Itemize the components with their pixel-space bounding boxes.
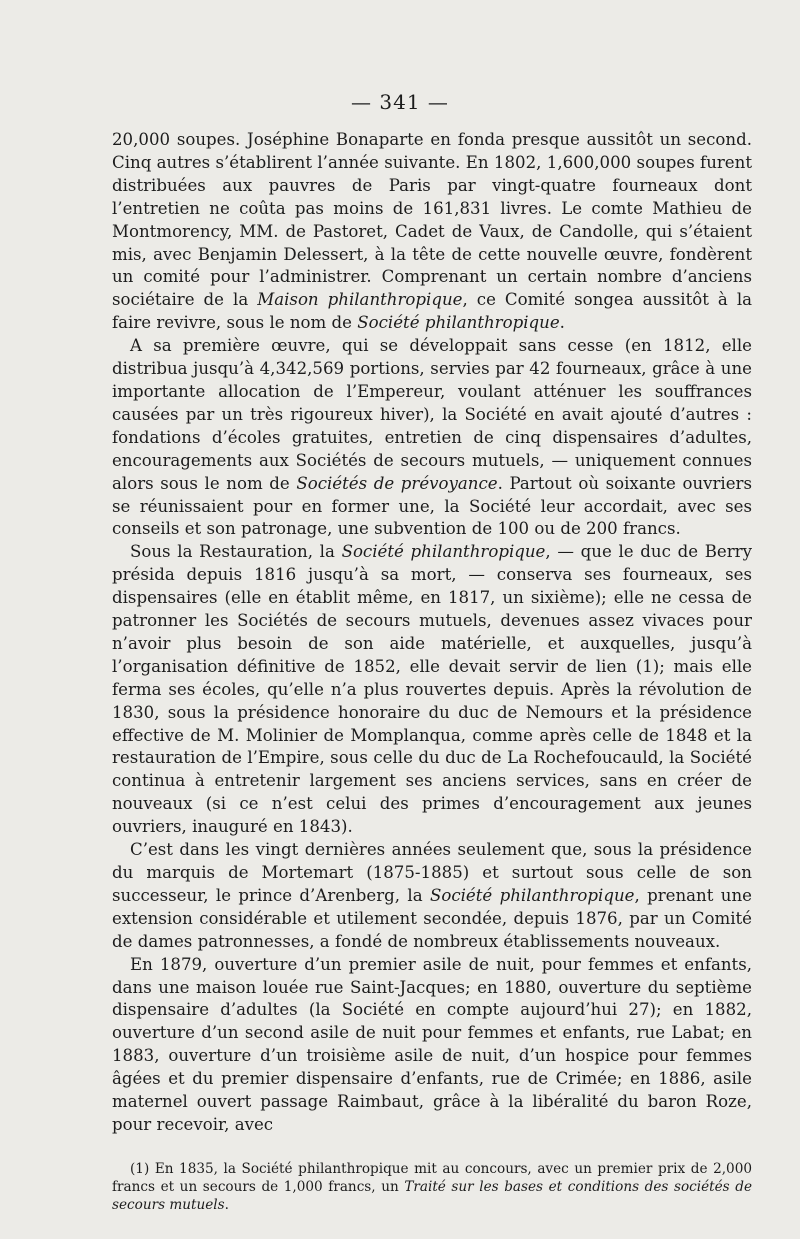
- text-run: .: [224, 1197, 229, 1213]
- text-run: 20,000 soupes. Joséphine Bonaparte en fonda presque aussitôt un second. Cinq autres s’établirent l’année suivante. En 1802, 1,600,000 soupes furent distribuées aux pauvres de Paris par vingt-quatre fourneaux dont l’entretien ne coûta pas moins de 161,831 livres. Le comte Mathieu de Montmorency, MM. de Pastoret, Cadet de Vaux, de Candolle, qui s’étaient mis, avec Benjamin Delessert, à la tête de cette nouvelle œuvre, fondèrent un comité pour l’administrer. Comprenant un certain nombre d’anciens sociétaire de la: [112, 130, 752, 310]
- footnote-text: [112, 1160, 752, 1214]
- paragraph: [112, 335, 752, 541]
- body-text: [112, 129, 752, 1137]
- italic-text: Sociétés de prévoyance: [296, 473, 498, 493]
- paragraph: [112, 541, 752, 839]
- paragraph: [112, 129, 752, 335]
- text-run: . Partout où soixante ouvriers se réunissaient pour en former une, la Société leur accordait, avec ses conseils et son patronage, une subvention de 100 ou de 200 francs.: [112, 473, 753, 539]
- text-run: A sa première œuvre, qui se développait sans cesse (en 1812, elle distribua jusqu’à 4,342,569 portions, servies par 42 fourneaux, grâce à une importante allocation de l’Empereur, voulant atténuer les souffrances causées par un très rigoureux hiver), la Société en avait ajouté d’autres : fondations d’écoles gratuites, entretien de cinq dispensaires d’adultes, encouragements aux Sociétés de secours mutuels, — uniquement connues alors sous le nom de: [112, 336, 752, 493]
- text-run: , ce Comité songea aussitôt à la faire revivre, sous le nom de: [112, 290, 753, 333]
- text-run: .: [559, 313, 565, 333]
- italic-text: Traité sur les bases et conditions des sociétés de secours mutuels: [112, 1179, 752, 1213]
- text-run: En 1879, ouverture d’un premier asile de nuit, pour femmes et enfants, dans une maison louée rue Saint-Jacques; en 1880, ouverture du septième dispensaire d’adultes (la Société en compte aujourd’hui 27); en 1882, ouverture d’un second asile de nuit pour femmes et enfants, rue Labat; en 1883, ouverture d’un troisième asile de nuit, d’un hospice pour femmes âgées et du premier dispensaire d’enfants, rue de Crimée; en 1886, asile maternel ouvert passage Raimbaut, grâce à la libéralité du baron Roze, pour recevoir, avec: [112, 954, 752, 1134]
- paragraph: [112, 954, 752, 1137]
- text-run: (1) En 1835, la Société philanthropique mit au concours, avec un premier prix de 2,000 francs et un secours de 1,000 francs, un: [112, 1161, 752, 1195]
- text-run: C’est dans les vingt dernières années seulement que, sous la présidence du marquis de Mortemart (1875-1885) et surtout sous celle de son successeur, le prince d’Arenberg, la: [112, 840, 752, 905]
- italic-text: Société philanthropique: [429, 885, 635, 905]
- text-run: , — que le duc de Berry présida depuis 1816 jusqu’à sa mort, — conserva ses fourneaux, ses dispensaires (elle en établit même, en 1817, un sixième); elle ne cessa de patronner les Sociétés de secours mutuels, devenues assez vivaces pour n’avoir plus besoin de son aide matérielle, et auxquelles, jusqu’à l’organisation définitive de 1852, elle devait servir de lien (1); mais elle ferma ses écoles, qu’elle n’a plus rouvertes depuis. Après la révolution de 1830, sous la présidence honoraire du duc de Nemours et la présidence effective de M. Molinier de Momplanqua, comme après celle de 1848 et la restauration de l’Empire, sous celle du duc de La Rochefoucauld, la Société continua à entretenir largement ses anciens services, sans en créer de nouveaux (si ce n’est celui des primes d’encouragement aux jeunes ouvriers, inauguré en 1843).: [112, 542, 752, 837]
- italic-text: Société philanthropique: [341, 542, 546, 562]
- italic-text: Maison philanthropique: [257, 290, 463, 310]
- paragraph: [112, 839, 752, 954]
- italic-text: Société philanthropique: [357, 313, 560, 333]
- page-number: — 341 —: [351, 90, 449, 114]
- text-run: , prenant une extension considérable et utilement secondée, depuis 1876, par un Comité de dames patronnesses, a fondé de nombreux établissements nouveaux.: [112, 885, 752, 951]
- footnote: [112, 1160, 752, 1214]
- text-run: Sous la Restauration, la: [130, 542, 342, 562]
